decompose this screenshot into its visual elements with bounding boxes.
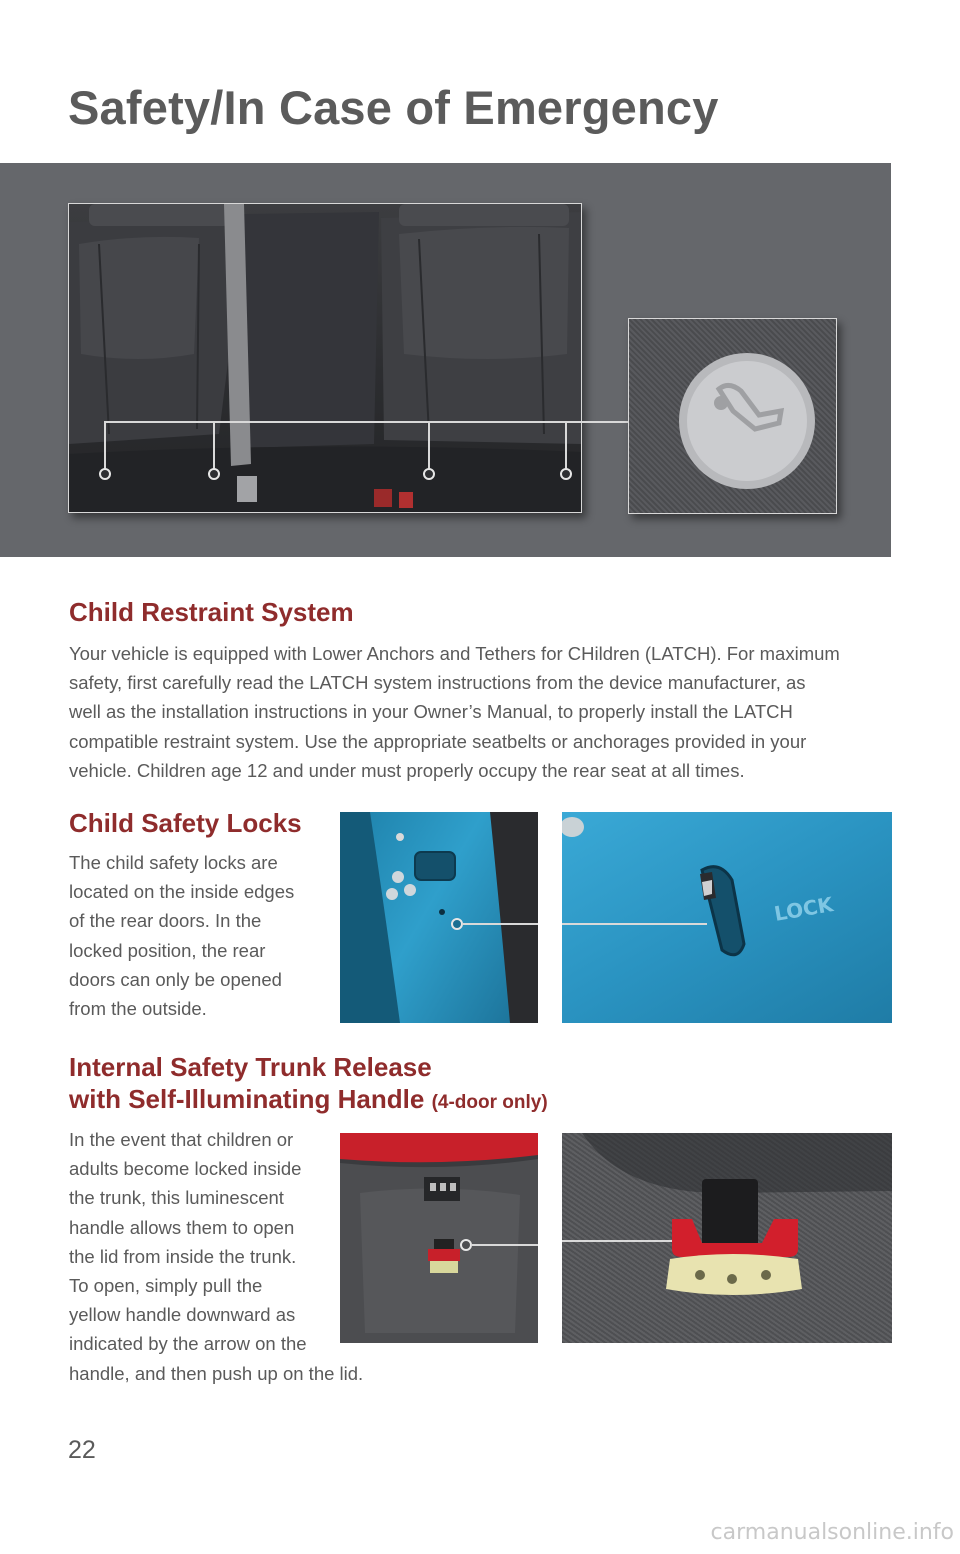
child-locks-text — [69, 848, 294, 1023]
text-line: indicated by the arrow on the — [69, 1333, 307, 1355]
text-line: handle allows them to open — [69, 1216, 295, 1238]
text-line: located on the inside edges — [69, 881, 295, 903]
text-line: of the rear doors. In the — [69, 910, 262, 932]
trunk-release-heading — [69, 1051, 548, 1119]
lock-label: LOCK — [772, 892, 835, 926]
text-line: locked position, the rear — [69, 939, 266, 961]
child-lock-closeup-photo — [562, 812, 892, 1023]
text-line: adults become locked inside — [69, 1158, 302, 1180]
rear-seat-photo — [68, 203, 582, 513]
text-line: doors can only be opened — [69, 968, 282, 990]
text-line: the lid from inside the trunk. — [69, 1245, 297, 1267]
text-line: The child safety locks are — [69, 852, 278, 873]
latch-hero-panel — [0, 163, 891, 557]
text-line: vehicle. Children age 12 and under must properly occupy the rear seat at all times. — [69, 759, 745, 781]
child-restraint-text — [69, 639, 840, 785]
lower-anchor-closeup-photo — [628, 318, 837, 514]
text-line: compatible restraint system. Use the appropriate seatbelts or anchorages provided in your — [69, 730, 807, 752]
child-restraint-heading: Child Restraint System — [69, 597, 354, 627]
text-line: well as the installation instructions in your Owner’s Manual, to properly install the LATCH — [69, 701, 793, 723]
heading-line: with Self-Illuminating Handle — [69, 1084, 425, 1114]
text-line: handle, and then push up on the lid. — [69, 1362, 364, 1384]
child-locks-heading: Child Safety Locks — [69, 808, 302, 838]
heading-line: Internal Safety Trunk Release — [69, 1052, 432, 1082]
page-title: Safety/In Case of Emergency — [68, 81, 719, 134]
text-line: yellow handle downward as — [69, 1304, 296, 1326]
text-line: safety, first carefully read the LATCH system instructions from the device manufacturer, as — [69, 672, 806, 694]
text-line: from the outside. — [69, 998, 207, 1020]
text-line: the trunk, this luminescent — [69, 1187, 284, 1209]
door-edge-photo — [340, 812, 538, 1023]
text-line: Your vehicle is equipped with Lower Anchors and Tethers for CHildren (LATCH). For maximum — [69, 643, 840, 664]
trunk-handle-closeup-photo — [562, 1133, 892, 1343]
text-line: To open, simply pull the — [69, 1275, 263, 1297]
page-number: 22 — [68, 1436, 96, 1464]
trunk-interior-photo — [340, 1133, 538, 1343]
text-line: In the event that children or — [69, 1129, 294, 1150]
trunk-release-text — [69, 1125, 363, 1388]
heading-note: (4-door only) — [431, 1092, 548, 1113]
watermark: carmanualsonline.info — [710, 1520, 954, 1545]
